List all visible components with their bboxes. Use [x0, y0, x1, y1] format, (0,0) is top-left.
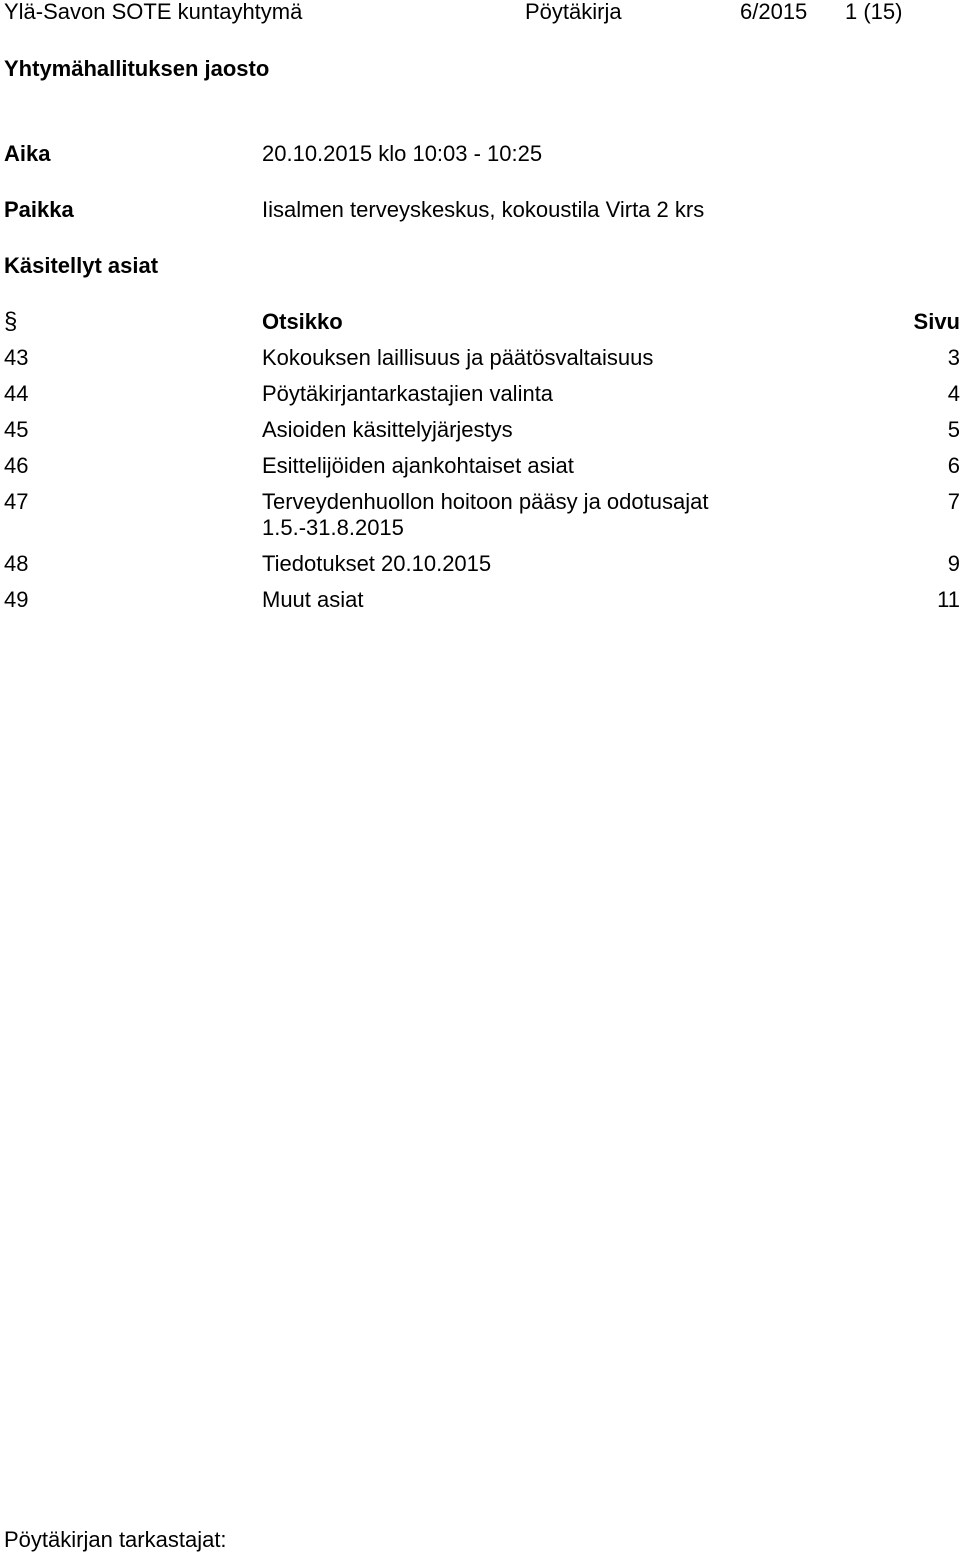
agenda-item-number: 47	[4, 489, 29, 514]
agenda-item-page: 7	[947, 489, 960, 514]
agenda-item-title: Esittelijöiden ajankohtaiset asiat	[262, 453, 574, 478]
agenda-item-number: 48	[4, 551, 29, 576]
agenda-item-number: 49	[4, 587, 29, 612]
agenda-item-page: 6	[947, 453, 960, 478]
page-column-header: Sivu	[913, 309, 960, 334]
agenda-item-page: 4	[947, 381, 960, 406]
agenda-item-number: 44	[4, 381, 29, 406]
agenda-item-title: Terveydenhuollon hoitoon pääsy ja odotusajat 1.5.-31.8.2015	[262, 489, 709, 540]
agenda-table	[4, 309, 960, 623]
agenda-header-row	[4, 309, 960, 335]
agenda-item-number: 46	[4, 453, 29, 478]
reviewers-label: Pöytäkirjan tarkastajat:	[4, 1527, 227, 1552]
agenda-row	[4, 453, 960, 479]
agenda-row	[4, 489, 960, 541]
agenda-item-title: Kokouksen laillisuus ja päätösvaltaisuus	[262, 345, 654, 370]
agenda-item-page: 3	[947, 345, 960, 370]
agenda-row	[4, 551, 960, 577]
agenda-item-number: 43	[4, 345, 29, 370]
place-value: Iisalmen terveyskeskus, kokoustila Virta 2 krs	[262, 197, 705, 222]
page-indicator: 1 (15)	[845, 0, 903, 24]
agenda-item-number: 45	[4, 417, 29, 442]
agenda-item-title: Asioiden käsittelyjärjestys	[262, 417, 513, 442]
agenda-item-page: 5	[947, 417, 960, 442]
place-label: Paikka	[4, 197, 74, 222]
agenda-item-page: 9	[947, 551, 960, 576]
agenda-heading: Käsitellyt asiat	[4, 253, 159, 278]
agenda-item-title: Pöytäkirjantarkastajien valinta	[262, 381, 554, 406]
agenda-item-title: Muut asiat	[262, 587, 364, 612]
agenda-item-page: 11	[937, 587, 960, 612]
title-column-header: Otsikko	[262, 309, 343, 334]
document-number: 6/2015	[740, 0, 808, 24]
time-label: Aika	[4, 141, 51, 166]
board-name: Yhtymähallituksen jaosto	[4, 56, 270, 81]
time-value: 20.10.2015 klo 10:03 - 10:25	[262, 141, 543, 166]
document-type: Pöytäkirja	[525, 0, 622, 24]
agenda-row	[4, 381, 960, 407]
organization-name: Ylä-Savon SOTE kuntayhtymä	[4, 0, 303, 24]
agenda-row	[4, 417, 960, 443]
agenda-row	[4, 345, 960, 371]
section-column-header	[4, 309, 262, 335]
section-symbol-icon: §	[4, 308, 18, 335]
agenda-row	[4, 587, 960, 613]
agenda-item-title: Tiedotukset 20.10.2015	[262, 551, 492, 576]
